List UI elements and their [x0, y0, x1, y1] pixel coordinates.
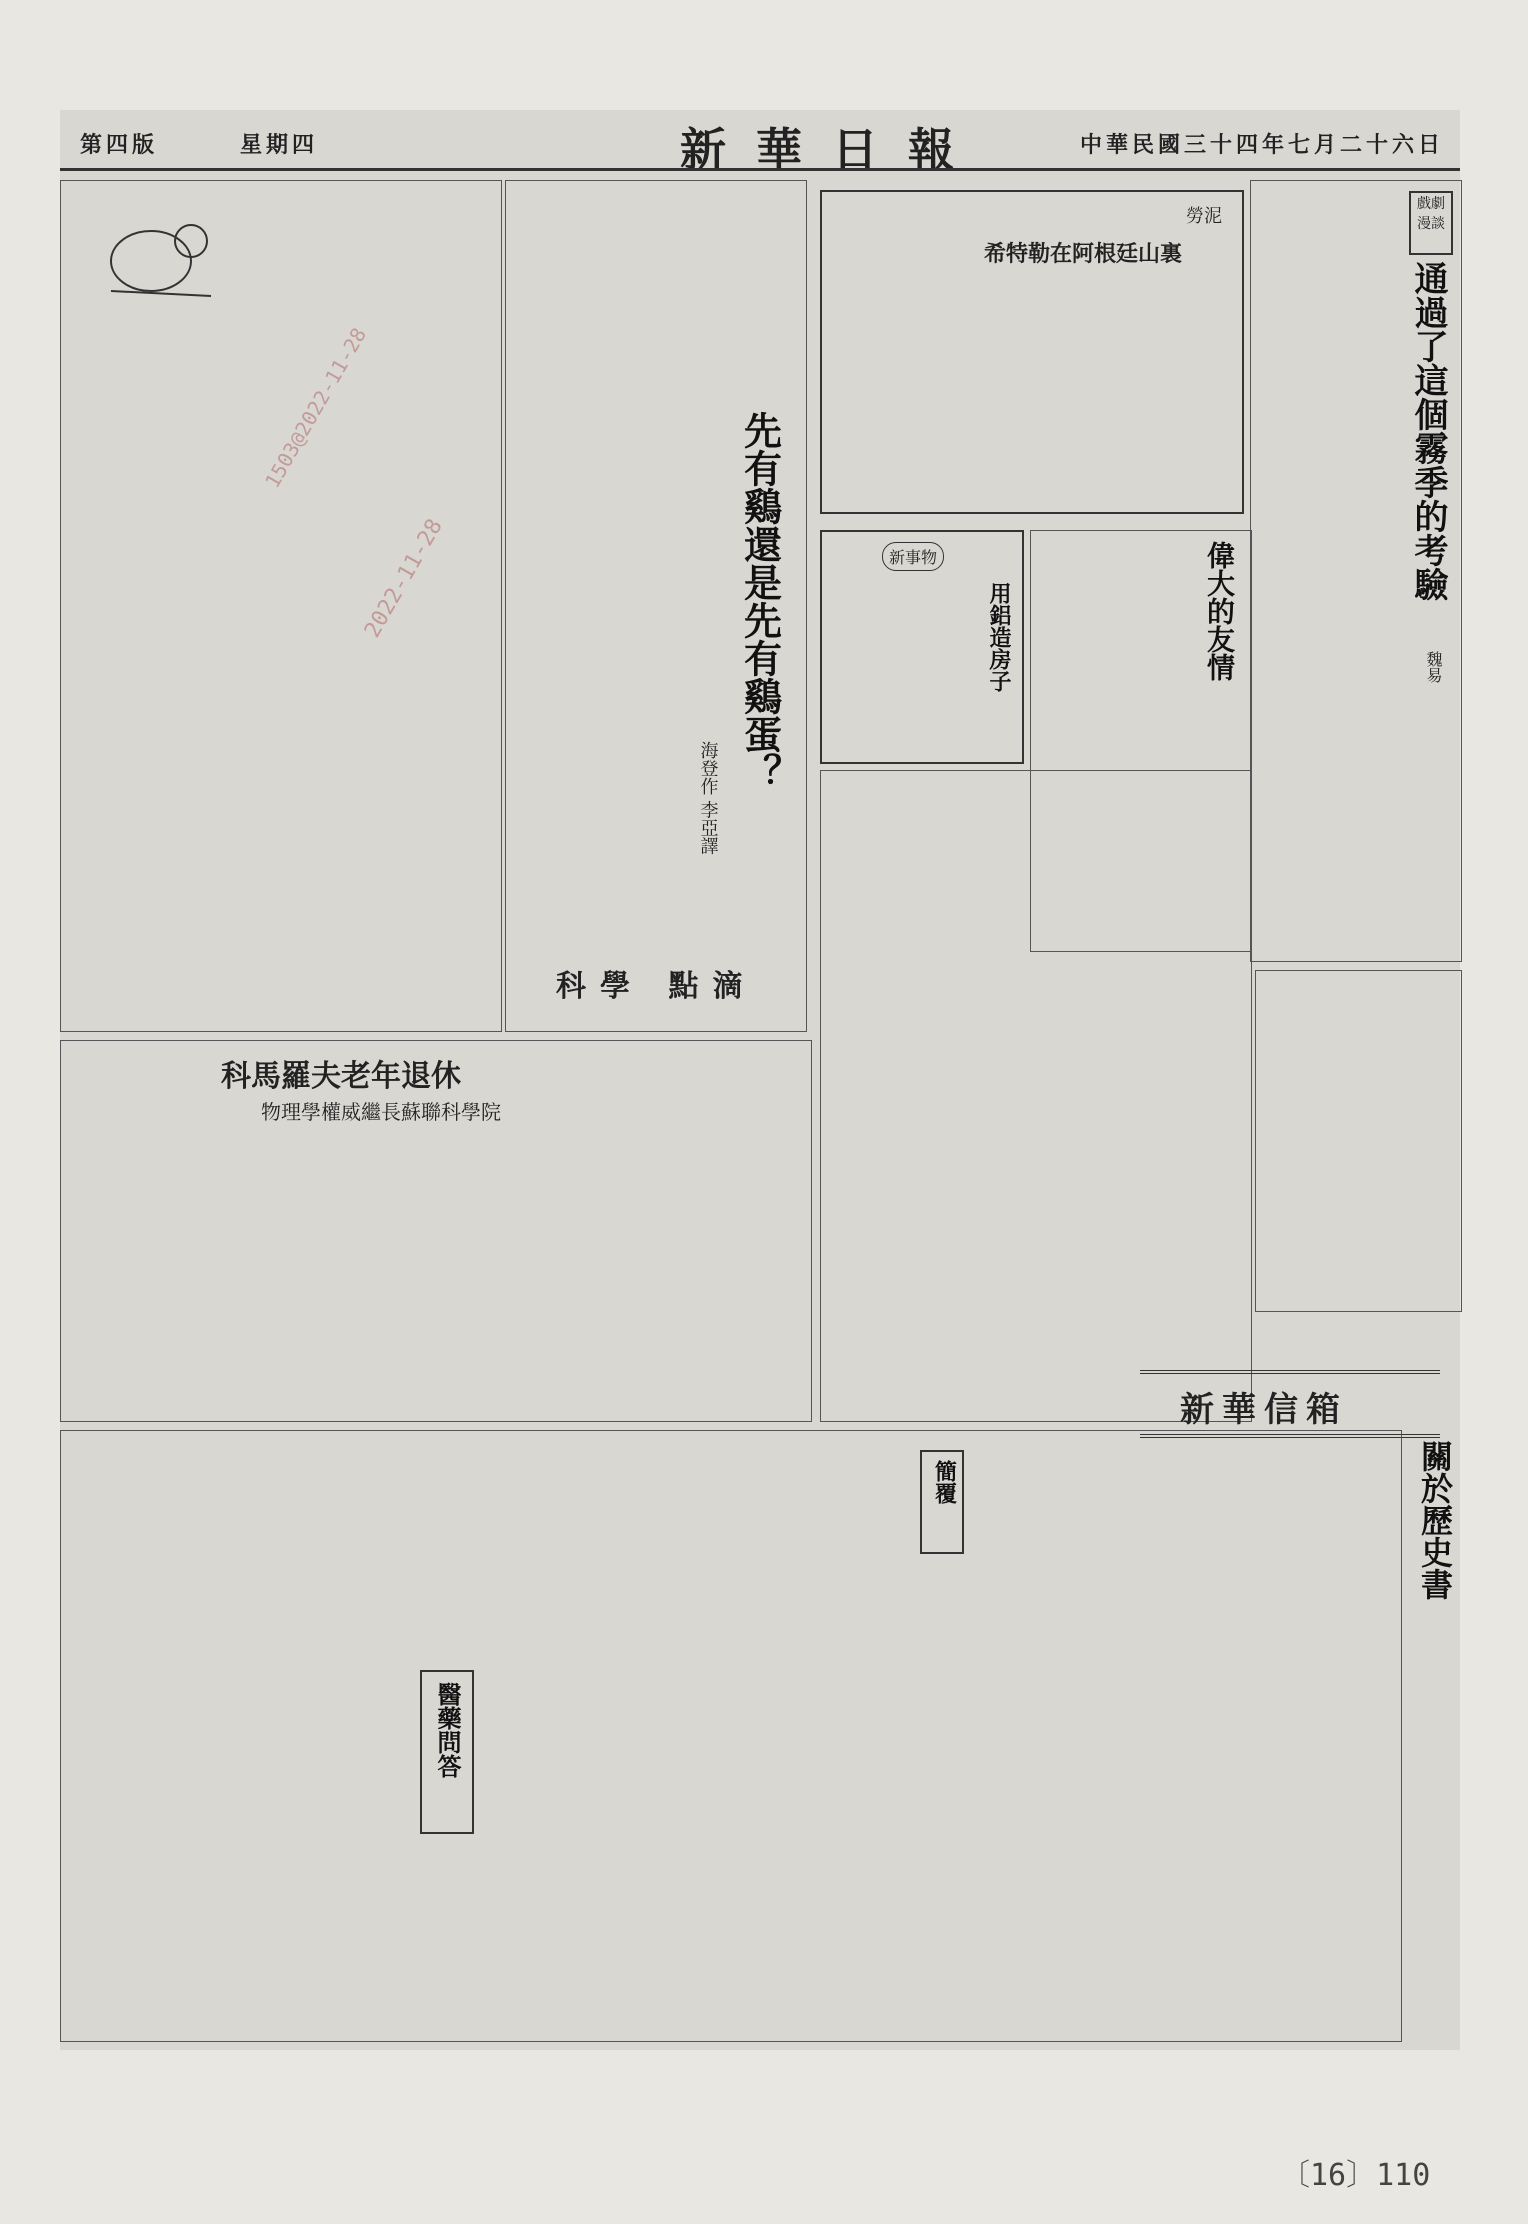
body-text [506, 191, 686, 1021]
body-text [71, 1136, 801, 1411]
body-text [832, 272, 1232, 502]
science-article [60, 1040, 812, 1422]
date-line: 中華民國三十四年七月二十六日 [1080, 132, 1445, 158]
page-number: 第四版 [80, 132, 159, 158]
body-text [241, 191, 491, 311]
chick-egg-illustration [91, 201, 241, 311]
science-headline: 科馬羅夫老年退休 [221, 1059, 461, 1094]
brief-box [920, 1450, 964, 1554]
body-text [1257, 191, 1397, 951]
new-things-tag: 新事物 [882, 542, 944, 571]
drama-column [1250, 180, 1462, 962]
right-middle-column [1255, 970, 1462, 1312]
new-things-headline: 用鋁造房子 [986, 582, 1012, 692]
newspaper-title: 新華日報 [680, 123, 984, 177]
body-text [1262, 977, 1452, 1302]
drama-tag: 戲劇漫談 [1409, 191, 1453, 255]
body-text [67, 1437, 1387, 2033]
masthead-rule [60, 168, 1460, 171]
body-text [827, 777, 1245, 1413]
science-subhead: 物理學權威繼長蘇聯科學院 [261, 1100, 501, 1124]
watermark-stamp: 2022-11-28 [360, 514, 448, 643]
news-box [820, 190, 1244, 514]
qa-box [420, 1670, 474, 1834]
box-headline: 希特勒在阿根廷山裏 [983, 241, 1182, 267]
science-label: 科學 點滴 [556, 969, 757, 1004]
folio-number: 〔16〕110 [1280, 2158, 1431, 2193]
mailbox-banner [1140, 1370, 1440, 1438]
newspaper-page [60, 110, 1460, 2050]
center-left-column [505, 180, 807, 1032]
qa-headline: 醫藥問答 [433, 1682, 462, 1778]
history-headline: 關於歷史書 [1416, 1440, 1454, 1600]
new-things-box [820, 530, 1024, 764]
bottom-section [60, 1430, 1402, 2042]
headline: 先有鷄還是先有鷄蛋？ [737, 411, 783, 791]
drama-headline: 通過了這個霧季的考驗 [1408, 261, 1448, 601]
left-column [60, 180, 502, 1032]
box-tag: 勞泥 [1186, 206, 1222, 227]
weekday: 星期四 [240, 132, 319, 158]
masthead [60, 110, 1460, 177]
mailbox-headline: 新華信箱 [1180, 1390, 1348, 1430]
byline: 海登作 李亞譯 [697, 741, 719, 855]
body-text [71, 321, 491, 1011]
brief-headline: 簡覆 [931, 1460, 958, 1504]
body-text [830, 582, 980, 752]
center-middle-column [820, 770, 1252, 1422]
friendship-headline: 偉大的友情 [1203, 541, 1236, 681]
watermark-stamp: 1503@2022-11-28 [260, 323, 372, 492]
drama-byline: 魏易 [1424, 651, 1443, 683]
